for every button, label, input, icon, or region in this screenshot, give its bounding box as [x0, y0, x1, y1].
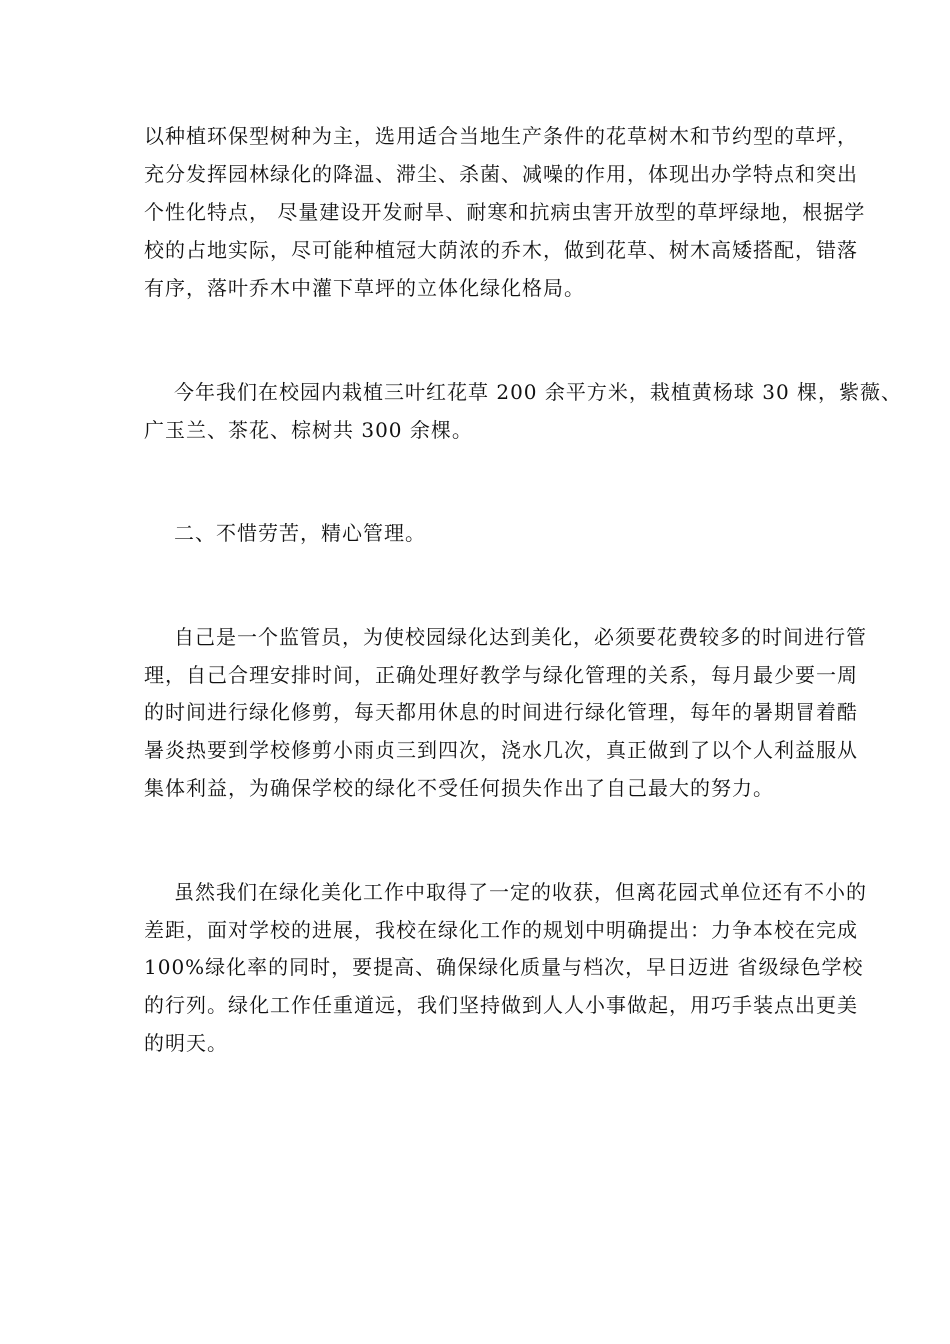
- paragraph-4-line-2: 差距，面对学校的进展，我校在绿化工作的规划中明确提出：力争本校在完成: [144, 918, 858, 942]
- paragraph-3-line-5: 集体利益，为确保学校的绿化不受任何损失作出了自己最大的努力。: [144, 776, 774, 800]
- paragraph-4-line-4: 的行列。绿化工作任重道远，我们坚持做到人人小事做起，用巧手装点出更美: [144, 993, 858, 1017]
- paragraph-2-line-2: 广玉兰、茶花、棕树共 300 余棵。: [144, 418, 473, 442]
- paragraph-2-line-1: 今年我们在校园内栽植三叶红花草 200 余平方米，栽植黄杨球 30 棵，紫薇、: [174, 380, 903, 404]
- paragraph-4-line-3: 100%绿化率的同时，要提高、确保绿化质量与档次，早日迈进 省级绿色学校: [144, 955, 864, 979]
- paragraph-3-line-1: 自己是一个监管员，为使校园绿化达到美化，必须要花费较多的时间进行管: [174, 625, 867, 649]
- paragraph-4-line-1: 虽然我们在绿化美化工作中取得了一定的收获，但离花园式单位还有不小的: [174, 880, 867, 904]
- paragraph-1-line-5: 有序，落叶乔木中灌下草坪的立体化绿化格局。: [144, 276, 585, 300]
- paragraph-1-line-1: 以种植环保型树种为主，选用适合当地生产条件的花草树木和节约型的草坪，: [144, 124, 858, 148]
- paragraph-3-line-3: 的时间进行绿化修剪，每天都用休息的时间进行绿化管理，每年的暑期冒着酷: [144, 700, 858, 724]
- paragraph-1-line-3: 个性化特点， 尽量建设开发耐旱、耐寒和抗病虫害开放型的草坪绿地，根据学: [144, 200, 866, 224]
- section-heading-2: 二、不惜劳苦，精心管理。: [174, 521, 426, 545]
- paragraph-3-line-4: 暑炎热要到学校修剪小雨贞三到四次，浇水几次，真正做到了以个人利益服从: [144, 738, 858, 762]
- paragraph-4-line-5: 的明天。: [144, 1031, 228, 1055]
- paragraph-1-line-4: 校的占地实际，尽可能种植冠大荫浓的乔木，做到花草、树木高矮搭配，错落: [144, 238, 858, 262]
- paragraph-1-line-2: 充分发挥园林绿化的降温、滞尘、杀菌、减噪的作用，体现出办学特点和突出: [144, 162, 858, 186]
- paragraph-3-line-2: 理，自己合理安排时间，正确处理好教学与绿化管理的关系，每月最少要一周: [144, 663, 858, 687]
